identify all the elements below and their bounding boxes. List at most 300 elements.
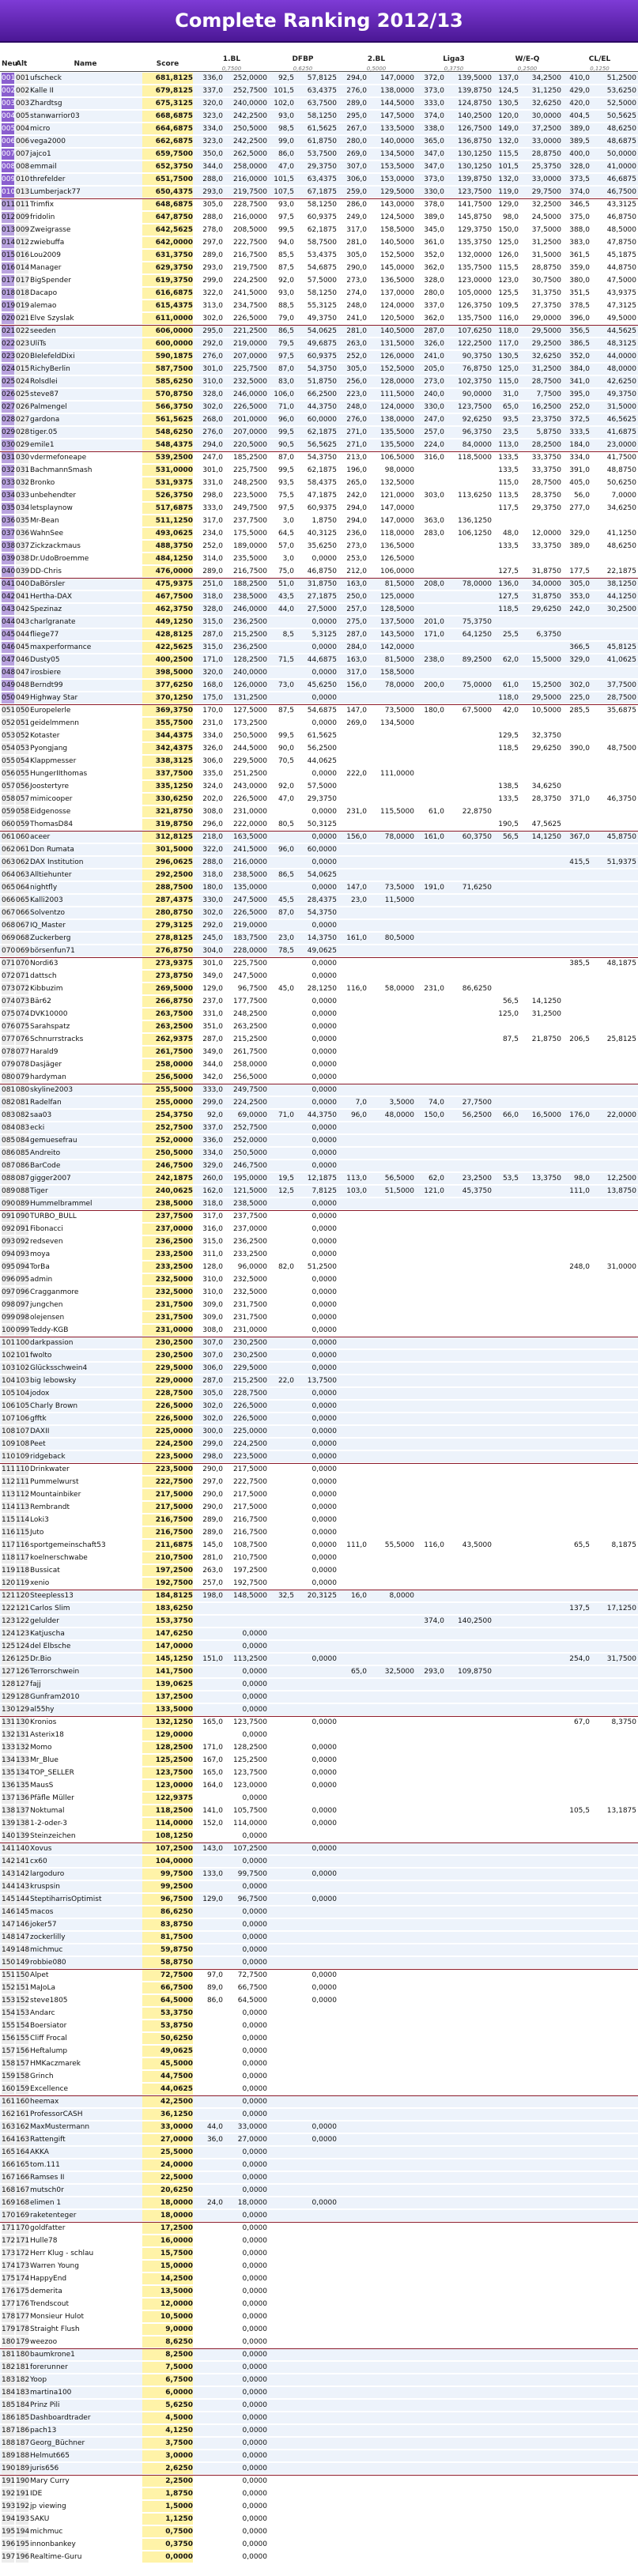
dfbp-points [269,2539,294,2550]
bl2-weighted: 137,0000 [380,289,414,297]
player-name[interactable]: Solventzo [30,909,66,917]
player-name[interactable]: gelulder [30,1617,59,1625]
player-name[interactable]: Tiger [30,1187,48,1195]
player-name[interactable]: mutsch0r [30,2186,64,2194]
player-name[interactable]: ecki [30,1124,45,1132]
table-row [0,2488,638,2499]
player-name[interactable]: BachmannSmash [30,466,92,474]
player-name[interactable]: Lou2009 [30,251,61,259]
bl2-weighted [368,756,414,767]
player-name[interactable]: Zhardtsg [30,100,62,107]
score: 301,5000 [142,844,193,855]
rank-old: 172 [16,2250,30,2257]
player-name[interactable]: Joostertyre [30,783,70,790]
player-name[interactable]: olejensen [30,1314,65,1322]
player-name[interactable]: dattsch [30,972,57,980]
player-name[interactable]: letsplaynow [30,504,73,512]
player-name[interactable]: TOP_SELLER [30,1769,74,1777]
dfbp-points: 98,5 [277,125,294,133]
player-name[interactable]: Cliff Frocal [30,2035,67,2042]
player-name[interactable]: pach13 [30,2427,57,2435]
clel-points [563,1350,590,1361]
rank-old: 160 [16,2098,30,2106]
player-name[interactable]: Highway Star [30,694,78,702]
player-name[interactable]: Kronios [30,1718,57,1726]
player-name[interactable]: heemax [30,2098,59,2106]
player-name[interactable]: del Elbsche [30,1643,71,1650]
liga3-points [416,2539,444,2550]
player-name[interactable]: SteptiharrisOptimist [30,1895,102,1903]
rank-old: 012 [16,239,30,247]
player-name[interactable]: ridgeback [30,1453,66,1461]
table-row [0,718,638,729]
player-name[interactable]: Alpet [30,1971,49,1979]
player-name[interactable]: cx60 [30,1858,47,1865]
player-name[interactable]: UliTs [30,340,47,348]
dfbp-points [269,1426,294,1437]
player-name[interactable]: Terrorschwein [30,1668,80,1676]
player-name[interactable]: steve1805 [30,1997,68,2005]
player-name[interactable]: Peet [30,1440,46,1448]
bl1-weighted: 0,0000 [242,2300,267,2308]
player-name[interactable]: MaJoLa [30,1984,55,1992]
player-name[interactable]: Gunfram2010 [30,1693,80,1701]
player-name[interactable]: mimicooper [30,795,73,803]
player-name[interactable]: kruspsin [30,1883,60,1891]
bl1-points [196,2286,223,2297]
player-name[interactable]: Dr.Bio [30,1655,51,1663]
player-name[interactable]: Glücksschwein4 [30,1364,88,1372]
table-row [0,2539,638,2550]
player-name[interactable]: tiger.05 [30,428,58,436]
player-name[interactable]: BigSpender [30,277,72,285]
player-name[interactable]: MausS [30,1782,54,1790]
player-name[interactable]: WahnSee [30,530,64,537]
player-name[interactable]: Charly Brown [30,1402,78,1410]
player-name[interactable]: Loki3 [30,1516,49,1524]
rank-old: 100 [16,1339,30,1347]
player-name[interactable]: Warren Young [30,2262,79,2270]
player-name[interactable]: Sarahspatz [30,1023,70,1031]
player-name[interactable]: Helmut665 [30,2452,70,2460]
player-name[interactable]: ProfessorCASH [30,2110,83,2118]
clel-points [563,1413,590,1424]
player-name[interactable]: Realtime-Guru [30,2553,82,2561]
player-name[interactable]: DaBörsler [30,580,66,588]
player-name[interactable]: Alltiehunter [30,871,72,879]
player-name[interactable]: Berndt99 [30,681,63,689]
table-row [0,1097,638,1108]
bl2-points [338,1641,367,1652]
player-name[interactable]: geidelmmenn [30,719,79,727]
player-name[interactable]: Dashboardtrader [30,2414,91,2422]
rank-old: 006 [16,138,30,145]
weq-weighted: 29,0000 [531,315,561,322]
player-name[interactable]: Prinz Pili [30,2401,60,2409]
player-name[interactable]: Monsieur Hulot [30,2313,84,2321]
player-name[interactable]: Heftalump [30,2047,68,2055]
player-name[interactable]: MaxMustermann [30,2123,90,2131]
liga3-weighted: 71,6250 [462,884,492,892]
player-name[interactable]: gfftk [30,1415,47,1423]
player-name[interactable]: fajj [30,1680,41,1688]
player-name[interactable]: Drinkwater [30,1465,70,1473]
player-name[interactable]: ufscheck [30,74,62,82]
player-name[interactable]: Manager [30,264,62,272]
bl1-points [196,2261,223,2272]
player-name[interactable]: forerunner [30,2363,68,2371]
player-name[interactable]: sportgemeinschaft53 [30,1541,106,1549]
player-name[interactable]: Fibonacci [30,1225,63,1233]
player-name[interactable]: michmuc [30,1946,63,1954]
player-name[interactable]: koelnerschwabe [30,1554,88,1562]
player-name[interactable]: goldfatter [30,2224,66,2232]
player-name[interactable]: Xovus [30,1845,52,1853]
player-name[interactable]: Rembrandt [30,1503,70,1511]
player-name[interactable]: aceer [30,833,51,841]
player-name[interactable]: Bär62 [30,998,51,1005]
player-name[interactable]: Kibbuzim [30,985,63,993]
player-name[interactable]: HungerIIthomas [30,770,88,778]
player-name[interactable]: stanwarrior03 [30,112,80,120]
dfbp-weighted: 0,0000 [311,555,337,563]
player-name[interactable]: fliege77 [30,631,59,639]
player-name[interactable]: DVK10000 [30,1010,68,1018]
player-name[interactable]: Bussicat [30,1567,60,1575]
table-row [0,2096,638,2107]
player-name[interactable]: fridolin [30,213,55,221]
bl1-points [196,1603,223,1614]
player-name[interactable]: BIelefeldDixi [30,353,75,360]
player-name[interactable]: Zuckerberg [30,934,71,942]
player-name[interactable]: Hummelbrammel [30,1200,92,1208]
weq-points: 125,0 [498,239,519,247]
player-name[interactable]: jodox [30,1390,50,1397]
player-name[interactable]: Zickzackmaus [30,542,81,550]
player-name[interactable]: tom.111 [30,2161,60,2169]
player-name[interactable]: BarCode [30,1162,61,1170]
player-name[interactable]: nightfly [30,884,58,892]
player-name[interactable]: demerita [30,2287,62,2295]
player-name[interactable]: Klappmesser [30,757,77,765]
player-name[interactable]: xenio [30,1579,50,1587]
player-name[interactable]: al55hy [30,1706,55,1714]
player-name[interactable]: TURBO_BULL [30,1213,77,1220]
weq-weighted: 29,5000 [531,327,561,335]
player-name[interactable]: Europelerle [30,707,71,715]
player-name[interactable]: big lebowsky [30,1377,77,1385]
bl1-points: 298,0 [202,1453,223,1461]
clel-weighted [591,2122,636,2133]
player-name[interactable]: jp viewing [30,2502,66,2510]
liga3-weighted [446,2374,492,2386]
weq-points [493,1047,519,1058]
player-name[interactable]: Momo [30,1744,52,1752]
weq-weighted [520,1831,561,1842]
player-name[interactable]: Pummelwurst [30,1478,79,1486]
player-name[interactable]: Harald9 [30,1048,59,1056]
player-name[interactable]: Elve Szyslak [30,315,74,322]
bl1-weighted: 235,5000 [233,555,267,563]
player-name[interactable]: vega2000 [30,138,66,145]
weq-points: 133,5 [498,466,519,474]
player-name[interactable]: emile1 [30,441,55,449]
liga3-weighted: 109,8750 [458,1668,492,1676]
player-name[interactable]: elimen 1 [30,2199,62,2207]
player-name[interactable]: martina100 [30,2389,72,2397]
weq-points [493,1287,519,1298]
player-name[interactable]: vdermefoneape [30,454,87,462]
dfbp-points: 93,0 [277,201,294,209]
player-name[interactable]: Georg_Büchner [30,2439,85,2447]
table-row [0,2450,638,2461]
dfbp-points: 3,0 [282,517,294,525]
player-name[interactable]: Zweigrasse [30,226,71,234]
clel-weighted: 31,0000 [606,1263,636,1271]
player-name[interactable]: Rattengift [30,2136,66,2144]
player-name[interactable]: Mary Curry [30,2477,70,2485]
player-name[interactable]: seeden [30,327,56,335]
score: 242,1875 [142,1173,193,1184]
player-name[interactable]: DAX Institution [30,858,84,866]
player-name[interactable]: Katjuscha [30,1630,65,1638]
player-name[interactable]: Schnurrstracks [30,1035,84,1043]
player-name[interactable]: 1-2-oder-3 [30,1820,67,1827]
player-name[interactable]: Trendscout [30,2300,70,2308]
clel-weighted [591,2311,636,2322]
clel-weighted [591,1009,636,1020]
player-name[interactable]: Pfäfle Müller [30,1794,74,1802]
player-name[interactable]: Palmengel [30,403,67,411]
rank-old: 019 [16,302,30,310]
player-name[interactable]: unbehendter [30,492,77,500]
player-name[interactable]: Mountainbiker [30,1491,81,1499]
bl1-weighted: 69,0000 [237,1111,267,1119]
player-name[interactable]: Steinzeichen [30,1832,76,1840]
bl1-weighted: 231,7500 [233,1301,267,1309]
player-name[interactable]: irosbiere [30,669,61,677]
weq-weighted [520,958,561,969]
player-name[interactable]: charlgranatе [30,618,76,626]
player-name[interactable]: Dacapo [30,289,58,297]
player-name[interactable]: darkpassion [30,1339,74,1347]
table-row [0,1363,638,1374]
dfbp-weighted: 57,8125 [307,74,337,82]
player-name[interactable]: Noktumal [30,1807,65,1815]
player-name[interactable]: Excellence [30,2085,69,2093]
rank-new: 140 [2,1832,16,1840]
liga3-points: 362,0 [424,264,444,272]
player-name[interactable]: Andarc [30,2009,55,2017]
player-name[interactable]: Lumberjack77 [30,188,81,196]
clel-weighted [591,2071,636,2082]
player-name[interactable]: gemuesefrau [30,1137,77,1145]
player-name[interactable]: DD-Chris [30,568,62,575]
player-name[interactable]: AKKA [30,2148,49,2156]
bl1-weighted: 240,0000 [233,100,267,107]
bl1-points: 289,0 [202,1516,223,1524]
player-name[interactable]: steve87 [30,390,59,398]
clel-weighted [591,1299,636,1311]
player-name[interactable]: Steepless13 [30,1592,74,1600]
player-name[interactable]: saa03 [30,1111,52,1119]
player-name[interactable]: TorBa [30,1263,50,1271]
player-name[interactable]: DAXII [30,1428,50,1435]
clel-points [563,2551,590,2563]
player-name[interactable]: Don Rumata [30,846,74,854]
player-name[interactable]: Dasjäger [30,1061,62,1069]
player-name[interactable]: Kotaster [30,732,60,740]
bl1-points: 330,0 [202,896,223,904]
player-name[interactable]: gardona [30,416,60,424]
score: 216,7500 [142,1514,193,1526]
player-name[interactable]: Hulle78 [30,2237,58,2245]
player-name[interactable]: Hertha-DAX [30,593,73,601]
player-name[interactable]: Herr Klug - schlau [30,2250,94,2257]
player-name[interactable]: micro [30,125,51,133]
weq-weighted [520,1565,561,1576]
player-name[interactable]: jajco1 [30,150,51,158]
score: 615,4375 [142,300,193,311]
liga3-weighted [446,1287,492,1298]
player-name[interactable]: redseven [30,1238,63,1246]
player-name[interactable]: largoduro [30,1870,65,1878]
bl1-weighted: 238,5000 [233,593,267,601]
player-name[interactable]: weezoo [30,2338,58,2346]
player-name[interactable]: Trimfix [30,201,55,209]
bl1-points [196,1907,223,1918]
player-name[interactable]: michmuc [30,2528,63,2536]
liga3-points [416,895,444,906]
player-name[interactable]: Radelfan [30,1099,62,1107]
player-name[interactable]: zwiebuffa [30,239,65,247]
player-name[interactable]: robbie080 [30,1959,66,1967]
rank-new: 122 [2,1605,16,1612]
player-name[interactable]: hardyman [30,1073,66,1081]
rank-new: 129 [2,1693,16,1701]
rank-old: 102 [16,1364,30,1372]
player-name[interactable]: zockerlilly [30,1933,66,1941]
player-name[interactable]: juris656 [30,2465,59,2472]
player-name[interactable]: Straight Flush [30,2325,80,2333]
dfbp-points [269,857,294,868]
player-name[interactable]: raketenteger [30,2212,77,2220]
player-name[interactable]: Nordi63 [30,960,59,967]
player-name[interactable]: Ramses II [30,2174,65,2182]
liga3-weighted: 140,2500 [458,1617,492,1625]
player-name[interactable]: Cragganmore [30,1288,79,1296]
player-name[interactable]: baumkrone1 [30,2351,75,2359]
score: 273,9375 [142,958,193,969]
table-row [0,1287,638,1298]
player-name[interactable]: threfelder [30,175,66,183]
rank-old: 135 [16,1782,30,1790]
player-name[interactable]: IDE [30,2490,43,2498]
liga3-points [416,1717,444,1728]
player-name[interactable]: Kalle II [30,87,54,95]
bl1-points: 310,0 [202,1288,223,1296]
score: 422,5625 [142,642,193,653]
bl1-points: 257,0 [202,1579,223,1587]
player-name[interactable]: Dr.UdoBroemme [30,555,89,563]
player-name[interactable]: gigger2007 [30,1175,71,1182]
player-name[interactable]: Pyongjang [30,745,68,752]
dfbp-weighted: 5,3125 [311,631,337,639]
player-name[interactable]: Carlos Slim [30,1605,70,1612]
player-name[interactable]: IQ_Master [30,922,66,930]
player-name[interactable]: skyline2003 [30,1086,74,1094]
player-name[interactable]: alemao [30,302,57,310]
player-name[interactable]: HMKaczmarek [30,2060,81,2068]
clel-points [563,2539,590,2550]
player-name[interactable]: jungchen [30,1301,63,1309]
liga3-weighted [446,2008,492,2019]
dfbp-weighted: 45,6250 [307,681,337,689]
player-name[interactable]: Mr-Bean [30,517,59,525]
clel-points [563,2286,590,2297]
bl1-weighted: 208,5000 [233,226,267,234]
player-name[interactable]: Boersiator [30,2022,67,2030]
player-name[interactable]: maxperformance [30,643,92,651]
score: 147,0000 [142,1641,193,1652]
player-name[interactable]: Dusty05 [30,656,60,664]
player-name[interactable]: Teddy-KGB [30,1326,69,1334]
weq-points [493,1881,519,1892]
player-name[interactable]: Rolsdlei [30,378,58,386]
weq-points: 115,5 [498,264,519,272]
player-name[interactable]: Eidgenosse [30,808,71,816]
bl2-points [338,2210,367,2221]
player-name[interactable]: fwolto [30,1352,52,1360]
dfbp-weighted [296,2463,337,2474]
player-name[interactable]: Andreito [30,1149,61,1157]
player-name[interactable]: SAKU [30,2515,50,2523]
liga3-weighted [446,1869,492,1880]
player-name[interactable]: Grinch [30,2072,54,2080]
bl2-weighted [368,1325,414,1336]
player-name[interactable]: ThomasD84 [30,820,74,828]
liga3-weighted [446,1262,492,1273]
player-name[interactable]: Asterix18 [30,1731,64,1739]
player-name[interactable]: admin [30,1276,53,1284]
rank-old: 184 [16,2401,30,2409]
player-name[interactable]: Spezinaz [30,605,62,613]
clel-points [563,907,590,918]
liga3-points [416,1628,444,1639]
liga3-weighted [446,1337,492,1348]
player-name[interactable]: Bronko [30,479,55,487]
player-name[interactable]: emmail [30,163,57,171]
liga3-points [416,1603,444,1614]
player-name[interactable]: innonbankey [30,2540,76,2548]
weq-weighted [520,1704,561,1715]
player-name[interactable]: joker57 [30,1921,57,1929]
score: 66,7500 [142,1982,193,1993]
player-name[interactable]: börsenfun71 [30,947,75,955]
player-name[interactable]: macos [30,1908,54,1916]
player-name[interactable]: Kalli2003 [30,896,63,904]
table-row [0,1742,638,1753]
weq-weighted: 34,6250 [531,783,561,790]
clel-weighted: 23,0000 [606,441,636,449]
player-name[interactable]: Juto [30,1529,44,1537]
rank-old: 036 [16,530,30,537]
player-name[interactable]: HappyEnd [30,2275,67,2283]
player-name[interactable]: Mr_Blue [30,1756,59,1764]
player-name[interactable]: RichyBerlin [30,365,70,373]
player-name[interactable]: moya [30,1250,51,1258]
player-name[interactable]: Yoop [30,2376,47,2384]
